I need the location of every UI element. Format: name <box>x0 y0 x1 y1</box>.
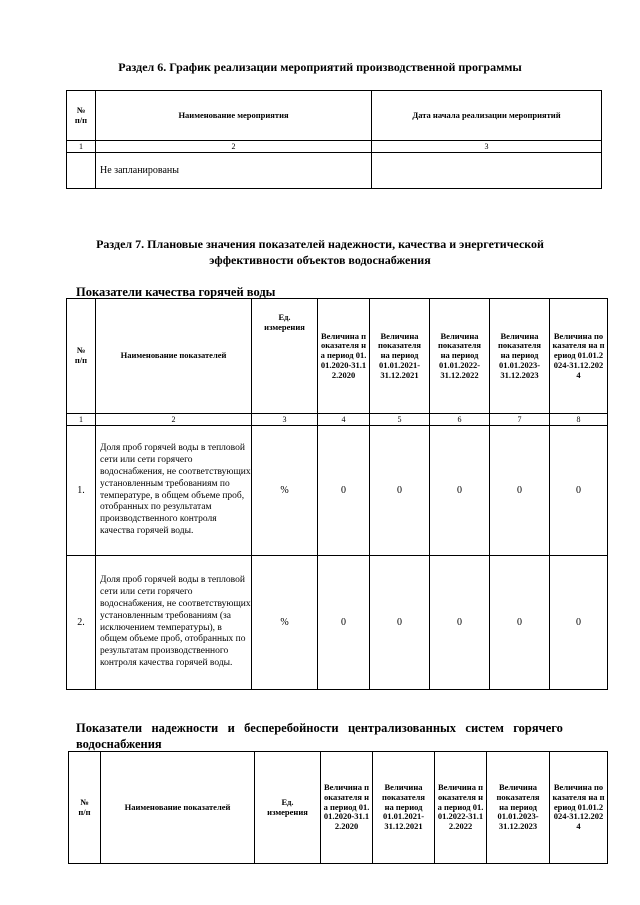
s6-row-num <box>67 153 96 189</box>
q-row1-name: Доля проб горячей воды в тепловой сети или сети горячего водоснабжения, не соответствующих установленным требованиям по температуре, в общем объеме проб, отобранных по результатам производственного контроля качества горячей воды. <box>96 426 252 556</box>
r-header-2024: Величина показателя на период 01.01.2024-31.12.2024 <box>550 752 608 864</box>
s6-header-name: Наименование мероприятия <box>96 91 372 141</box>
q-colnum-3: 3 <box>252 414 318 426</box>
s6-row-text: Не запланированы <box>96 153 372 189</box>
table-row <box>67 556 608 690</box>
q-header-2021: Величина показателя на период 01.01.2021- 31.12.2021 <box>370 299 430 414</box>
q-row1-num: 1. <box>67 426 96 556</box>
quality-heading: Показатели качества горячей воды <box>76 285 276 299</box>
s6-header-num: № п/п <box>67 91 96 141</box>
r-header-2021: Величина показателя на период 01.01.2021- 31.12.2021 <box>373 752 435 864</box>
q-header-name: Наименование показателей <box>96 299 252 414</box>
q-row1-unit: % <box>252 426 318 556</box>
q-header-2022: Величина показателя на период 01.01.2022- 31.12.2022 <box>430 299 490 414</box>
r-header-unit: Ед. измерения <box>255 752 321 864</box>
q-colnum-1: 1 <box>67 414 96 426</box>
q-row1-v2021: 0 <box>370 426 430 556</box>
q-header-2020: Величина показателя на период 01.01.2020-31.12.2020 <box>318 299 370 414</box>
q-row1-v2020: 0 <box>318 426 370 556</box>
reliability-table <box>68 751 608 864</box>
section7-title-line1: Раздел 7. Плановые значения показателей надежности, качества и энергетической <box>96 237 544 251</box>
q-colnum-6: 6 <box>430 414 490 426</box>
s6-colnum-3: 3 <box>372 141 602 153</box>
q-header-2023: Величина показателя на период 01.01.2023- 31.12.2023 <box>490 299 550 414</box>
r-header-name: Наименование показателей <box>101 752 255 864</box>
quality-table <box>66 298 608 690</box>
section7-title-line2: эффективности объектов водоснабжения <box>209 253 431 267</box>
s6-colnum-2: 2 <box>96 141 372 153</box>
q-header-num: № п/п <box>67 299 96 414</box>
q-row1-v2024: 0 <box>550 426 608 556</box>
q-row2-v2024: 0 <box>550 556 608 690</box>
r-header-num: № п/п <box>69 752 101 864</box>
s6-colnum-1: 1 <box>67 141 96 153</box>
q-row2-unit: % <box>252 556 318 690</box>
q-header-2024: Величина показателя на период 01.01.2024-31.12.2024 <box>550 299 608 414</box>
q-row2-v2020: 0 <box>318 556 370 690</box>
q-row2-v2022: 0 <box>430 556 490 690</box>
q-row2-v2023: 0 <box>490 556 550 690</box>
section6-table <box>66 90 602 189</box>
section6-title: Раздел 6. График реализации мероприятий производственной программы <box>118 60 522 74</box>
q-row1-v2023: 0 <box>490 426 550 556</box>
s6-row-date <box>372 153 602 189</box>
q-colnum-5: 5 <box>370 414 430 426</box>
q-header-unit: Ед. измерения <box>252 299 318 414</box>
r-header-2022: Величина показателя на период 01.01.2022-31.12.2022 <box>435 752 487 864</box>
r-header-2020: Величина показателя на период 01.01.2020-31.12.2020 <box>321 752 373 864</box>
q-colnum-8: 8 <box>550 414 608 426</box>
table-row <box>67 426 608 556</box>
q-row1-v2022: 0 <box>430 426 490 556</box>
s6-header-date: Дата начала реализации мероприятий <box>372 91 602 141</box>
reliability-heading-line1: Показатели надежности и бесперебойности централизованных систем горячего <box>76 721 563 735</box>
r-header-2023: Величина показателя на период 01.01.2023- 31.12.2023 <box>487 752 550 864</box>
q-colnum-7: 7 <box>490 414 550 426</box>
q-row2-name: Доля проб горячей воды в тепловой сети или сети горячего водоснабжения, не соответствующих установленным требованиям (за исключением температуры), в общем объеме проб, отобранных по результатам производственного контроля качества горячей воды. <box>96 556 252 690</box>
q-colnum-4: 4 <box>318 414 370 426</box>
q-row2-v2021: 0 <box>370 556 430 690</box>
q-row2-num: 2. <box>67 556 96 690</box>
reliability-heading-line2: водоснабжения <box>76 737 162 751</box>
q-colnum-2: 2 <box>96 414 252 426</box>
